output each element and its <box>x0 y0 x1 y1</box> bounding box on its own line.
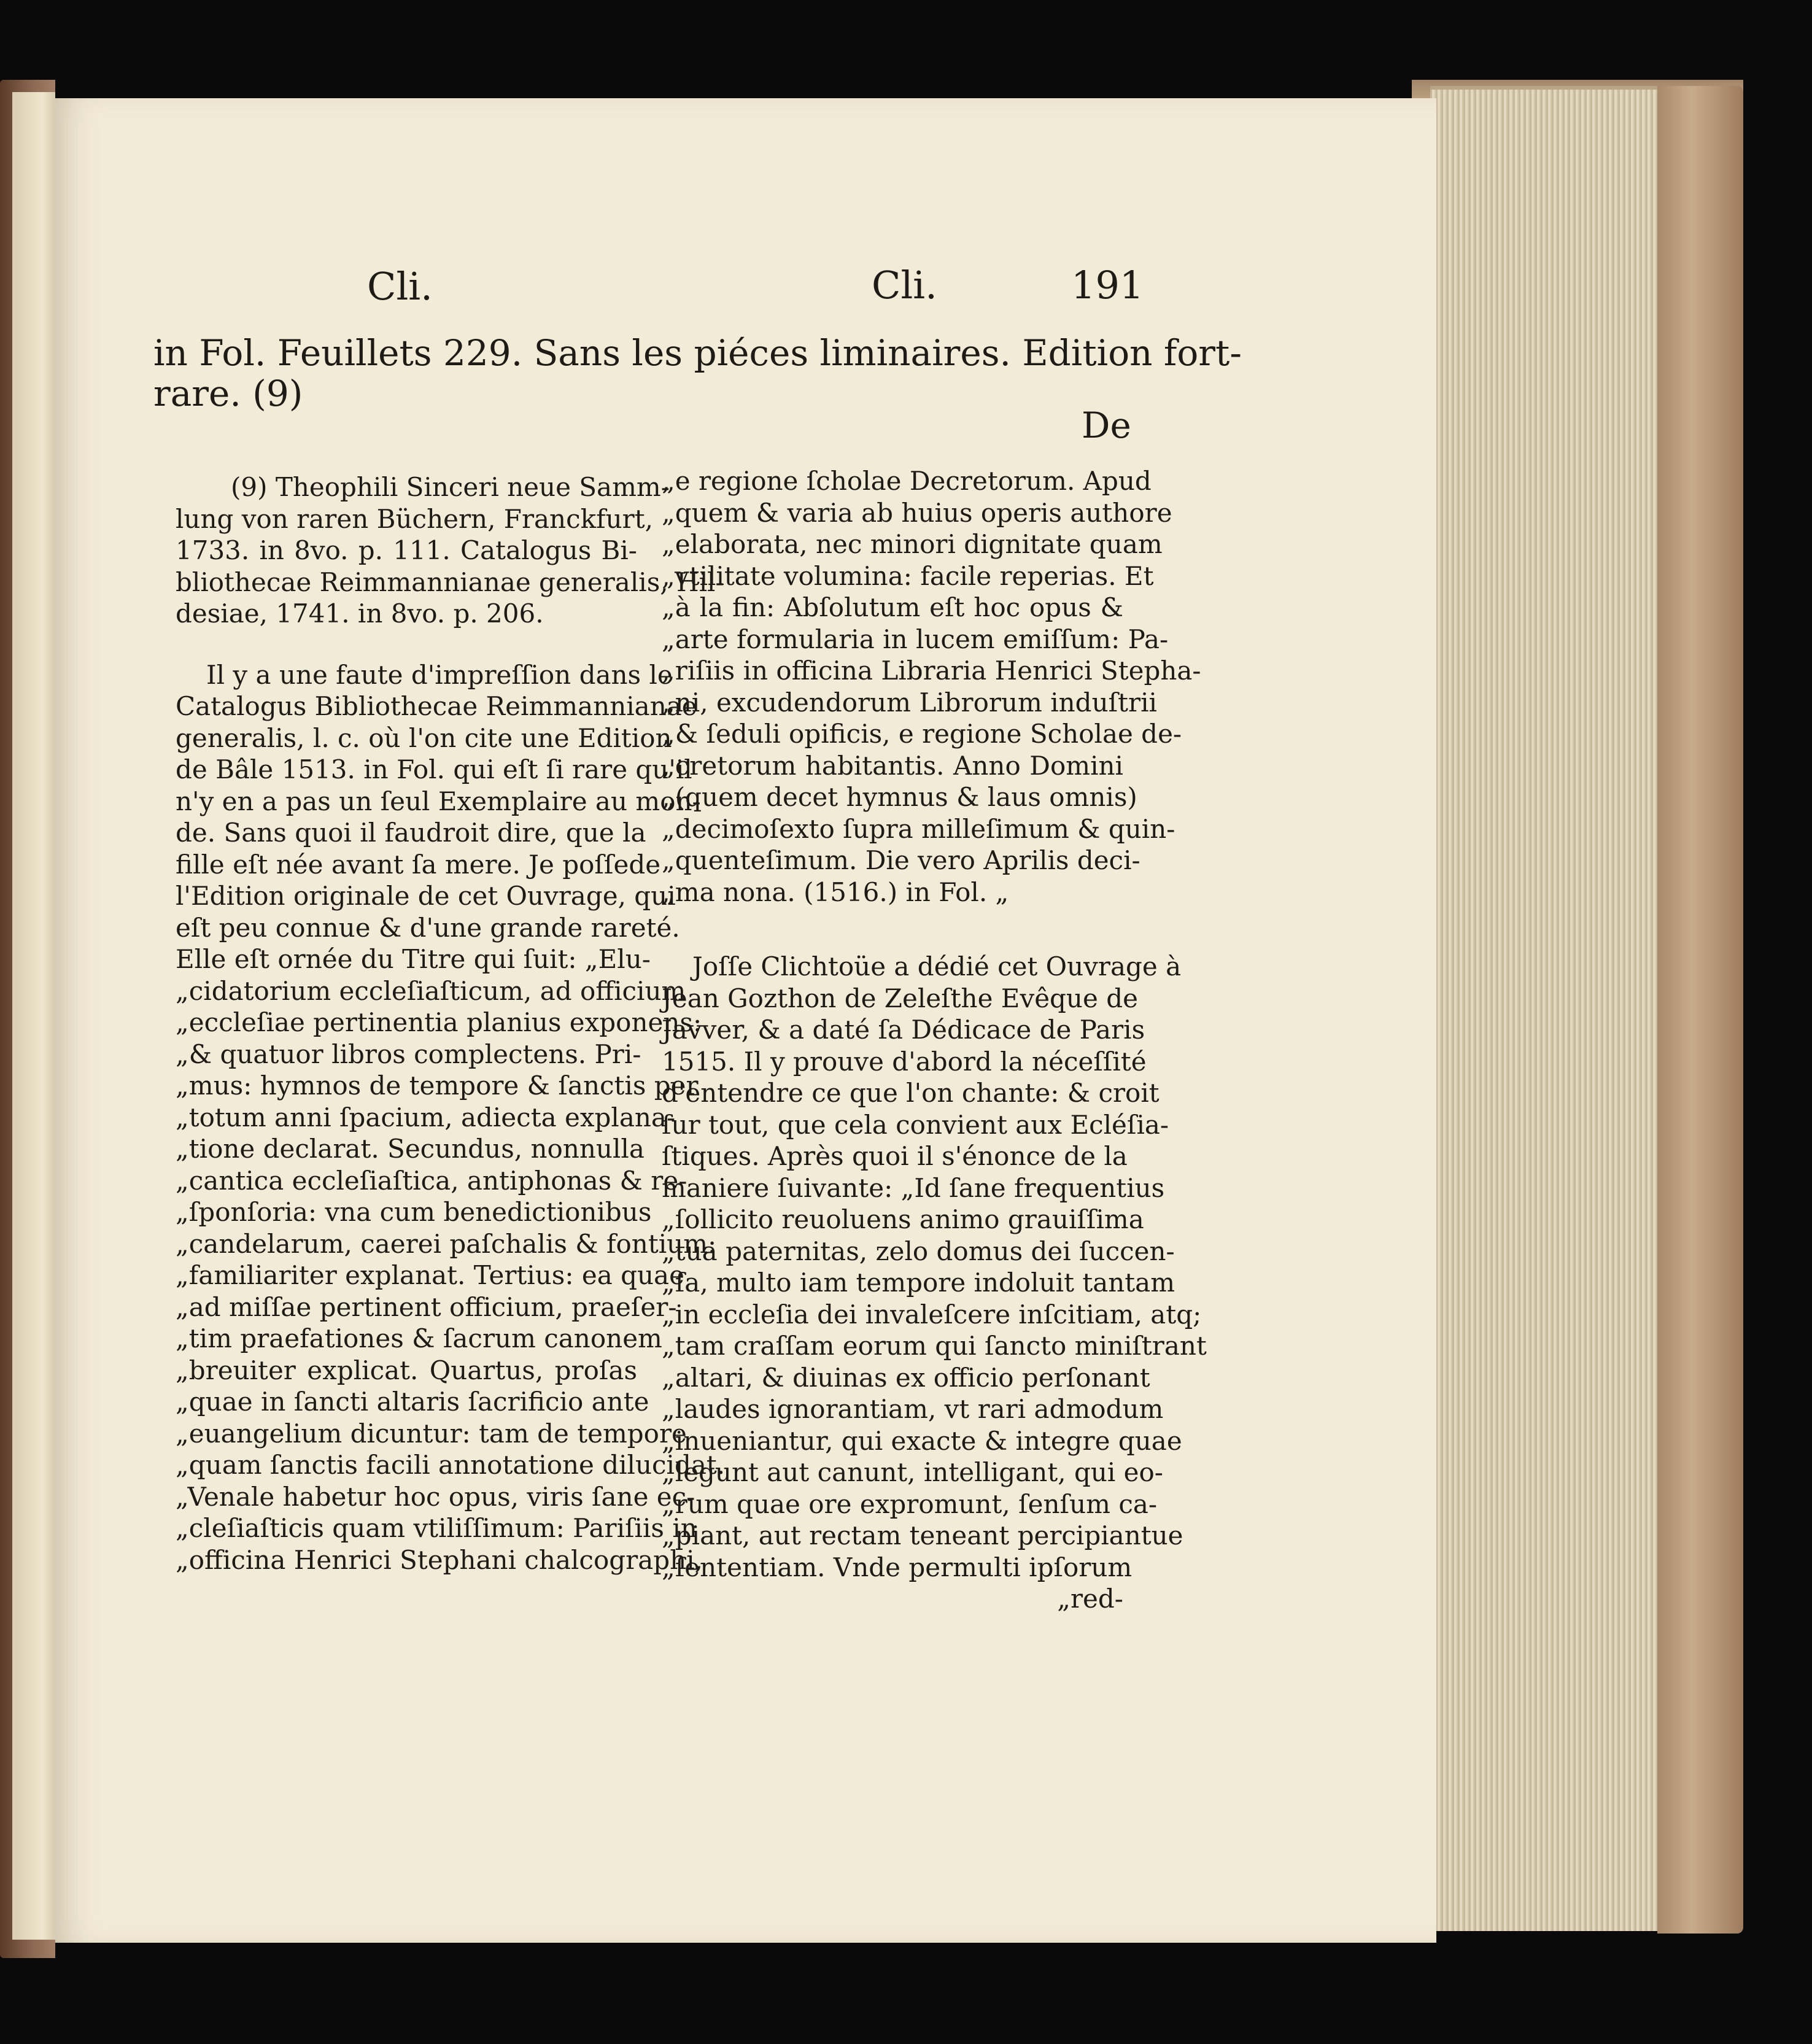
footnote-line: (9) Theophili Sinceri neue Samm- <box>231 472 670 502</box>
intro-line: rare. (9) <box>153 373 303 414</box>
text-line: „cleſiaſticis quam vtiliſſimum: Pariſiis in <box>176 1513 697 1543</box>
text-line: „ſponſoria: vna cum benedictionibus <box>176 1197 652 1227</box>
right-column <box>662 465 1207 1615</box>
text-line: „inueniantur, qui exacte & integre quae <box>662 1425 1182 1456</box>
text-line: „quenteſimum. Die vero Aprilis deci- <box>662 845 1140 875</box>
text-line: d'entendre ce que l'on chante: & croit <box>662 1078 1160 1108</box>
text-line: maniere ſuivante: „Id ſane frequentius <box>662 1172 1165 1203</box>
footnote <box>176 471 724 630</box>
text-line: „candelarum, caerei paſchalis & fontium: <box>176 1228 717 1259</box>
page-number: 191 <box>1071 263 1144 308</box>
text-line: „ſententiam. Vnde permulti ipſorum <box>662 1552 1132 1582</box>
text-line: „eccleſiae pertinentia planius exponens: <box>176 1007 702 1037</box>
text-line: „in eccleſia dei invaleſcere inſcitiam, atq; <box>662 1299 1202 1330</box>
text-line: „cantica eccleſiaſtica, antiphonas & re- <box>176 1165 687 1196</box>
text-line: Elle eſt ornée du Titre qui ſuit: „Elu- <box>176 944 651 974</box>
text-line: fille eſt née avant ſa mere. Je poſſede <box>176 849 661 880</box>
text-line: de Bâle 1513. in Fol. qui eſt ſi rare qu'il <box>176 754 692 784</box>
text-line: „arte formularia in lucem emiſſum: Pa- <box>662 624 1169 654</box>
text-line: „tione declarat. Secundus, nonnulla <box>176 1134 645 1164</box>
intro-text <box>153 332 1242 414</box>
text-line: n'y en a pas un ſeul Exemplaire au mon- <box>176 786 701 816</box>
text-line: Javver, & a daté ſa Dédicace de Paris <box>662 1015 1145 1045</box>
text-line: „tua paternitas, zelo domus dei ſuccen- <box>662 1236 1175 1266</box>
text-line: „rum quae ore expromunt, ſenſum ca- <box>662 1488 1158 1519</box>
text-line: de. Sans quoi il faudroit dire, que la <box>176 818 646 848</box>
text-line: „tim praefationes & ſacrum canonem <box>176 1323 662 1353</box>
text-line: „e regione ſcholae Decretorum. Apud <box>662 466 1152 496</box>
text-line: „ſa, multo iam tempore indoluit tantam <box>662 1268 1175 1298</box>
text-line: „officina Henrici Stephani chalcographi, <box>176 1544 703 1575</box>
text-line: „altari, & diuinas ex officio perſonant <box>662 1362 1150 1393</box>
facing-page-edge <box>12 92 55 1940</box>
footnote-line: lung von raren Büchern, Franckfurt, <box>176 503 653 534</box>
text-line: „quam ſanctis facili annotatione dilucidat. <box>176 1450 726 1480</box>
intro-line: in Fol. Feuillets 229. Sans les piéces liminaires. Edition fort- <box>153 332 1242 374</box>
text-line: „breuiter explicat. Quartus, proſas <box>176 1355 637 1385</box>
text-line: „ſollicito reuoluens animo grauiſſima <box>662 1204 1144 1234</box>
text-line: Catalogus Bibliothecae Reimmannianae <box>176 691 697 721</box>
text-line: ſtiques. Après quoi il s'énonce de la <box>662 1141 1128 1171</box>
catchword-bottom: „red- <box>1057 1584 1123 1614</box>
text-line: „decimoſexto ſupra milleſimum & quin- <box>662 813 1175 844</box>
text-line: „cretorum habitantis. Anno Domini <box>662 750 1123 781</box>
left-column <box>176 471 726 1576</box>
text-line: „ad miſſae pertinent officium, praeſer- <box>176 1291 677 1322</box>
book-cover-right <box>1657 86 1743 1934</box>
text-line: „totum anni ſpacium, adiecta explana- <box>176 1102 676 1132</box>
running-head-center: Cli. <box>872 263 937 308</box>
text-line: Il y a une faute d'impreſſion dans le <box>206 659 673 690</box>
text-line: eſt peu connue & d'une grande rareté. <box>176 912 680 943</box>
footnote-line: 1733. in 8vo. p. 111. Catalogus Bi- <box>176 535 637 565</box>
text-line: „ma nona. (1516.) in Fol. „ <box>662 877 1009 907</box>
text-line: „euangelium dicuntur: tam de tempore <box>176 1418 687 1449</box>
catchword-top: De <box>1082 405 1131 446</box>
text-line: „riſiis in officina Libraria Henrici Stepha- <box>662 656 1201 686</box>
running-head-left: Cli. <box>367 264 433 309</box>
text-line: „mus: hymnos de tempore & ſanctis per <box>176 1070 699 1101</box>
text-line: Jean Gozthon de Zeleſthe Evêque de <box>662 983 1138 1013</box>
text-line: „legunt aut canunt, intelligant, qui eo- <box>662 1457 1163 1487</box>
text-line: „laudes ignorantiam, vt rari admodum <box>662 1394 1164 1424</box>
text-line: „piant, aut rectam teneant percipiantue <box>662 1520 1183 1550</box>
text-line: „elaborata, nec minori dignitate quam <box>662 529 1163 559</box>
page-stack-edge <box>1430 86 1688 1931</box>
body-paragraph <box>662 465 1201 908</box>
text-line: generalis, l. c. où l'on cite une Edition <box>176 722 672 753</box>
text-line: „cidatorium eccleſiaſticum, ad officium <box>176 975 686 1006</box>
text-line: l'Edition originale de cet Ouvrage, qui <box>176 881 676 911</box>
text-line: „ni, excudendorum Librorum induſtrii <box>662 687 1157 718</box>
text-line: 1515. Il y prouve d'abord la néceſſité <box>662 1046 1147 1077</box>
text-line: „Venale habetur hoc opus, viris ſane ec- <box>176 1481 695 1512</box>
text-line: „quae in ſancti altaris ſacrificio ante <box>176 1387 649 1417</box>
text-line: „à la fin: Abſolutum eſt hoc opus & <box>662 592 1123 622</box>
text-line: ſur tout, que cela convient aux Ecléſia- <box>662 1109 1169 1140</box>
body-paragraph <box>176 659 726 1576</box>
text-line: „tam craſſam eorum qui ſancto miniſtrant <box>662 1331 1207 1361</box>
text-line: „vtilitate volumina: facile reperias. Et <box>662 560 1154 591</box>
footnote-line: desiae, 1741. in 8vo. p. 206. <box>176 598 544 629</box>
text-line: Joſſe Clichtoüe a dédié cet Ouvrage à <box>692 951 1182 981</box>
text-line: „& ſeduli opificis, e regione Scholae de- <box>662 719 1182 749</box>
text-line: „quem & varia ab huius operis authore <box>662 497 1172 528</box>
text-line: „familiariter explanat. Tertius: ea quae <box>176 1260 684 1290</box>
body-paragraph <box>662 951 1207 1583</box>
text-line: „& quatuor libros complectens. Pri- <box>176 1039 641 1069</box>
footnote-line: bliothecae Reimmannianae generalis, Hil- <box>176 567 724 597</box>
text-line: „(quem decet hymnus & laus omnis) <box>662 782 1137 812</box>
